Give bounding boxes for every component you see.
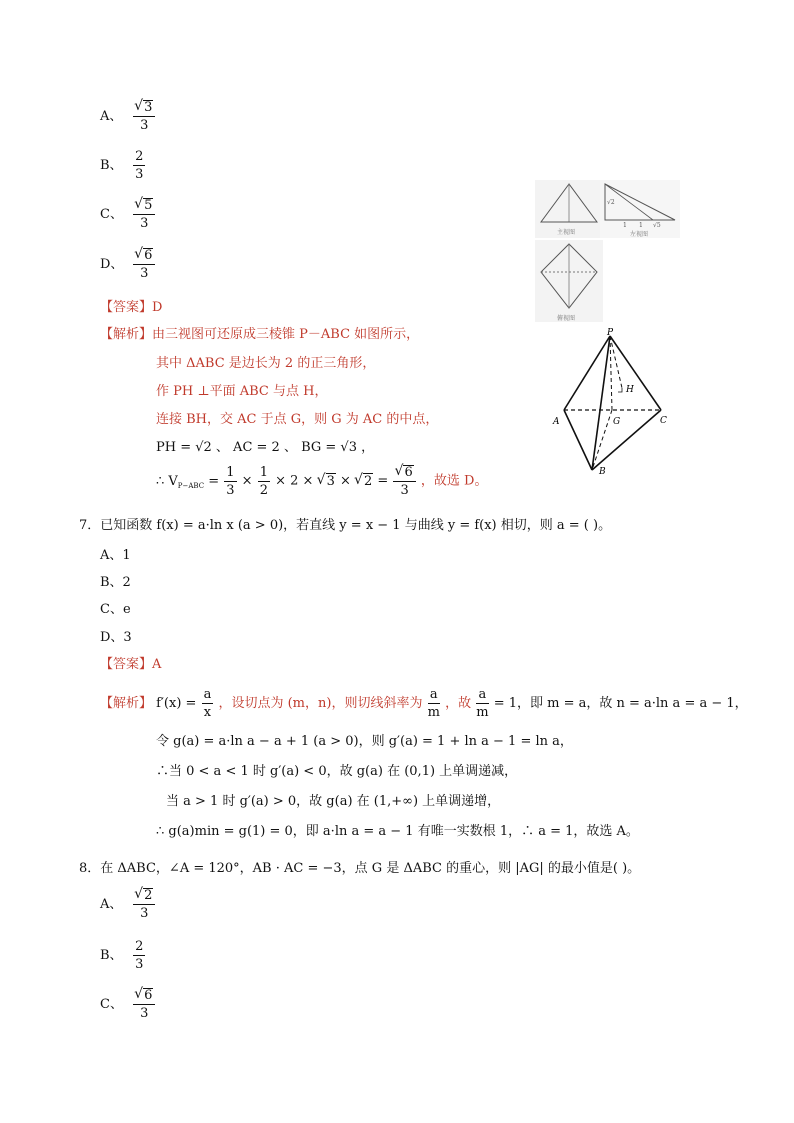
- side-view-1a: 1: [623, 222, 627, 229]
- pyramid-figure: [548, 328, 678, 480]
- three-view-diagram: [535, 180, 680, 325]
- side-view-label: 左视图: [630, 231, 649, 238]
- side-view-1b: 1: [639, 222, 643, 229]
- vertex-b-label: B: [599, 467, 606, 477]
- point-g-label: G: [613, 417, 621, 427]
- q7-solution-line4: 当 a > 1 时 g′(a) > 0，故 g(a) 在 (1,+∞) 上单调递增，: [166, 794, 501, 809]
- vertex-p-label: P: [607, 328, 614, 338]
- q8-option-b: B、 $\frac{2}{3}$: [100, 939, 144, 972]
- q7-option-a: A、1: [100, 548, 131, 563]
- q7-solution-line3: ∴当 0 < a < 1 时 g′(a) < 0，故 g(a) 在 (0,1) 上单调递减，: [156, 764, 518, 779]
- q6-solution-line5: PH = √2 、 AC = 2 、 BG = √3 ，: [156, 440, 375, 455]
- top-view-label: 俯视图: [557, 315, 576, 322]
- vertex-c-label: C: [660, 416, 667, 426]
- q7-answer: 【答案】A: [100, 657, 162, 672]
- option-b-fraction: $\frac{2}{3}$: [135, 149, 144, 182]
- q7-solution-line5: ∴ g(a)min = g(1) = 0，即 a·ln a = a − 1 有唯一实数根 1，∴ a = 1，故选 A。: [156, 824, 639, 839]
- q6-solution-line4: 连接 BH，交 AC 于点 G，则 G 为 AC 的中点，: [156, 412, 439, 427]
- option-a: A、 √ $\frac{3}{3}$: [100, 100, 156, 132]
- q7-solution-line1: 【解析】 f′(x) = $\frac{a}{x}$ ，设切点为 (m，n)，则切线斜率为 $\frac{a}{m}$ ，故 $\frac{a}{m}$ = 1，即 m = a，故 n = a·ln a = a − 1，: [100, 687, 748, 720]
- q6-answer: 【答案】D: [100, 300, 163, 315]
- q7-option-c: C、e: [100, 602, 131, 617]
- option-a-fraction: √ $\frac{3}{3}$: [133, 100, 155, 132]
- vertex-a-label: A: [553, 417, 560, 427]
- side-view-sqrt2: √2: [607, 199, 615, 206]
- point-h-label: H: [626, 385, 634, 395]
- q7-solution-line2: 令 g(a) = a·ln a − a + 1 (a > 0)，则 g′(a) = 1 + ln a − 1 = ln a，: [156, 734, 573, 749]
- option-c-fraction: √ $\frac{5}{3}$: [133, 198, 155, 230]
- q6-solution-line1: 【解析】由三视图可还原成三棱锥 P－ABC 如图所示，: [100, 327, 420, 342]
- q8-option-c: C、 √ $\frac{6}{3}$: [100, 988, 156, 1020]
- q8-option-a: A、 √ $\frac{2}{3}$: [100, 888, 156, 920]
- option-d-fraction: √ $\frac{6}{3}$: [133, 248, 155, 280]
- q6-solution-volume: ∴ $V_{P-ABC}$ = $\frac{1}{3}$ × $\frac{1}{2}$ × 2 × √ 3 × √ 2 = √ $\frac{6}{3}$ ，故选 D。: [156, 465, 487, 497]
- option-c: C、 √ $\frac{5}{3}$: [100, 198, 156, 230]
- q8-stem: 8．在 ΔABC，∠A = 120°，AB · AC = −3，点 G 是 ΔABC 的重心，则 |AG| 的最小值是( )。: [79, 861, 641, 876]
- q6-solution-line2: 其中 ΔABC 是边长为 2 的正三角形，: [156, 356, 376, 371]
- side-view-sqrt5: √5: [653, 222, 661, 229]
- option-b: B、 $\frac{2}{3}$: [100, 149, 144, 182]
- front-view-label: 主视图: [557, 229, 576, 236]
- q7-option-d: D、3: [100, 630, 132, 645]
- q7-option-b: B、2: [100, 575, 131, 590]
- option-d: D、 √ $\frac{6}{3}$: [100, 248, 156, 280]
- q7-stem: 7．已知函数 f(x) = a·ln x (a > 0)，若直线 y = x − 1 与曲线 y = f(x) 相切，则 a = ( )。: [79, 518, 612, 533]
- q6-solution-line3: 作 PH ⊥平面 ABC 与点 H，: [156, 384, 328, 399]
